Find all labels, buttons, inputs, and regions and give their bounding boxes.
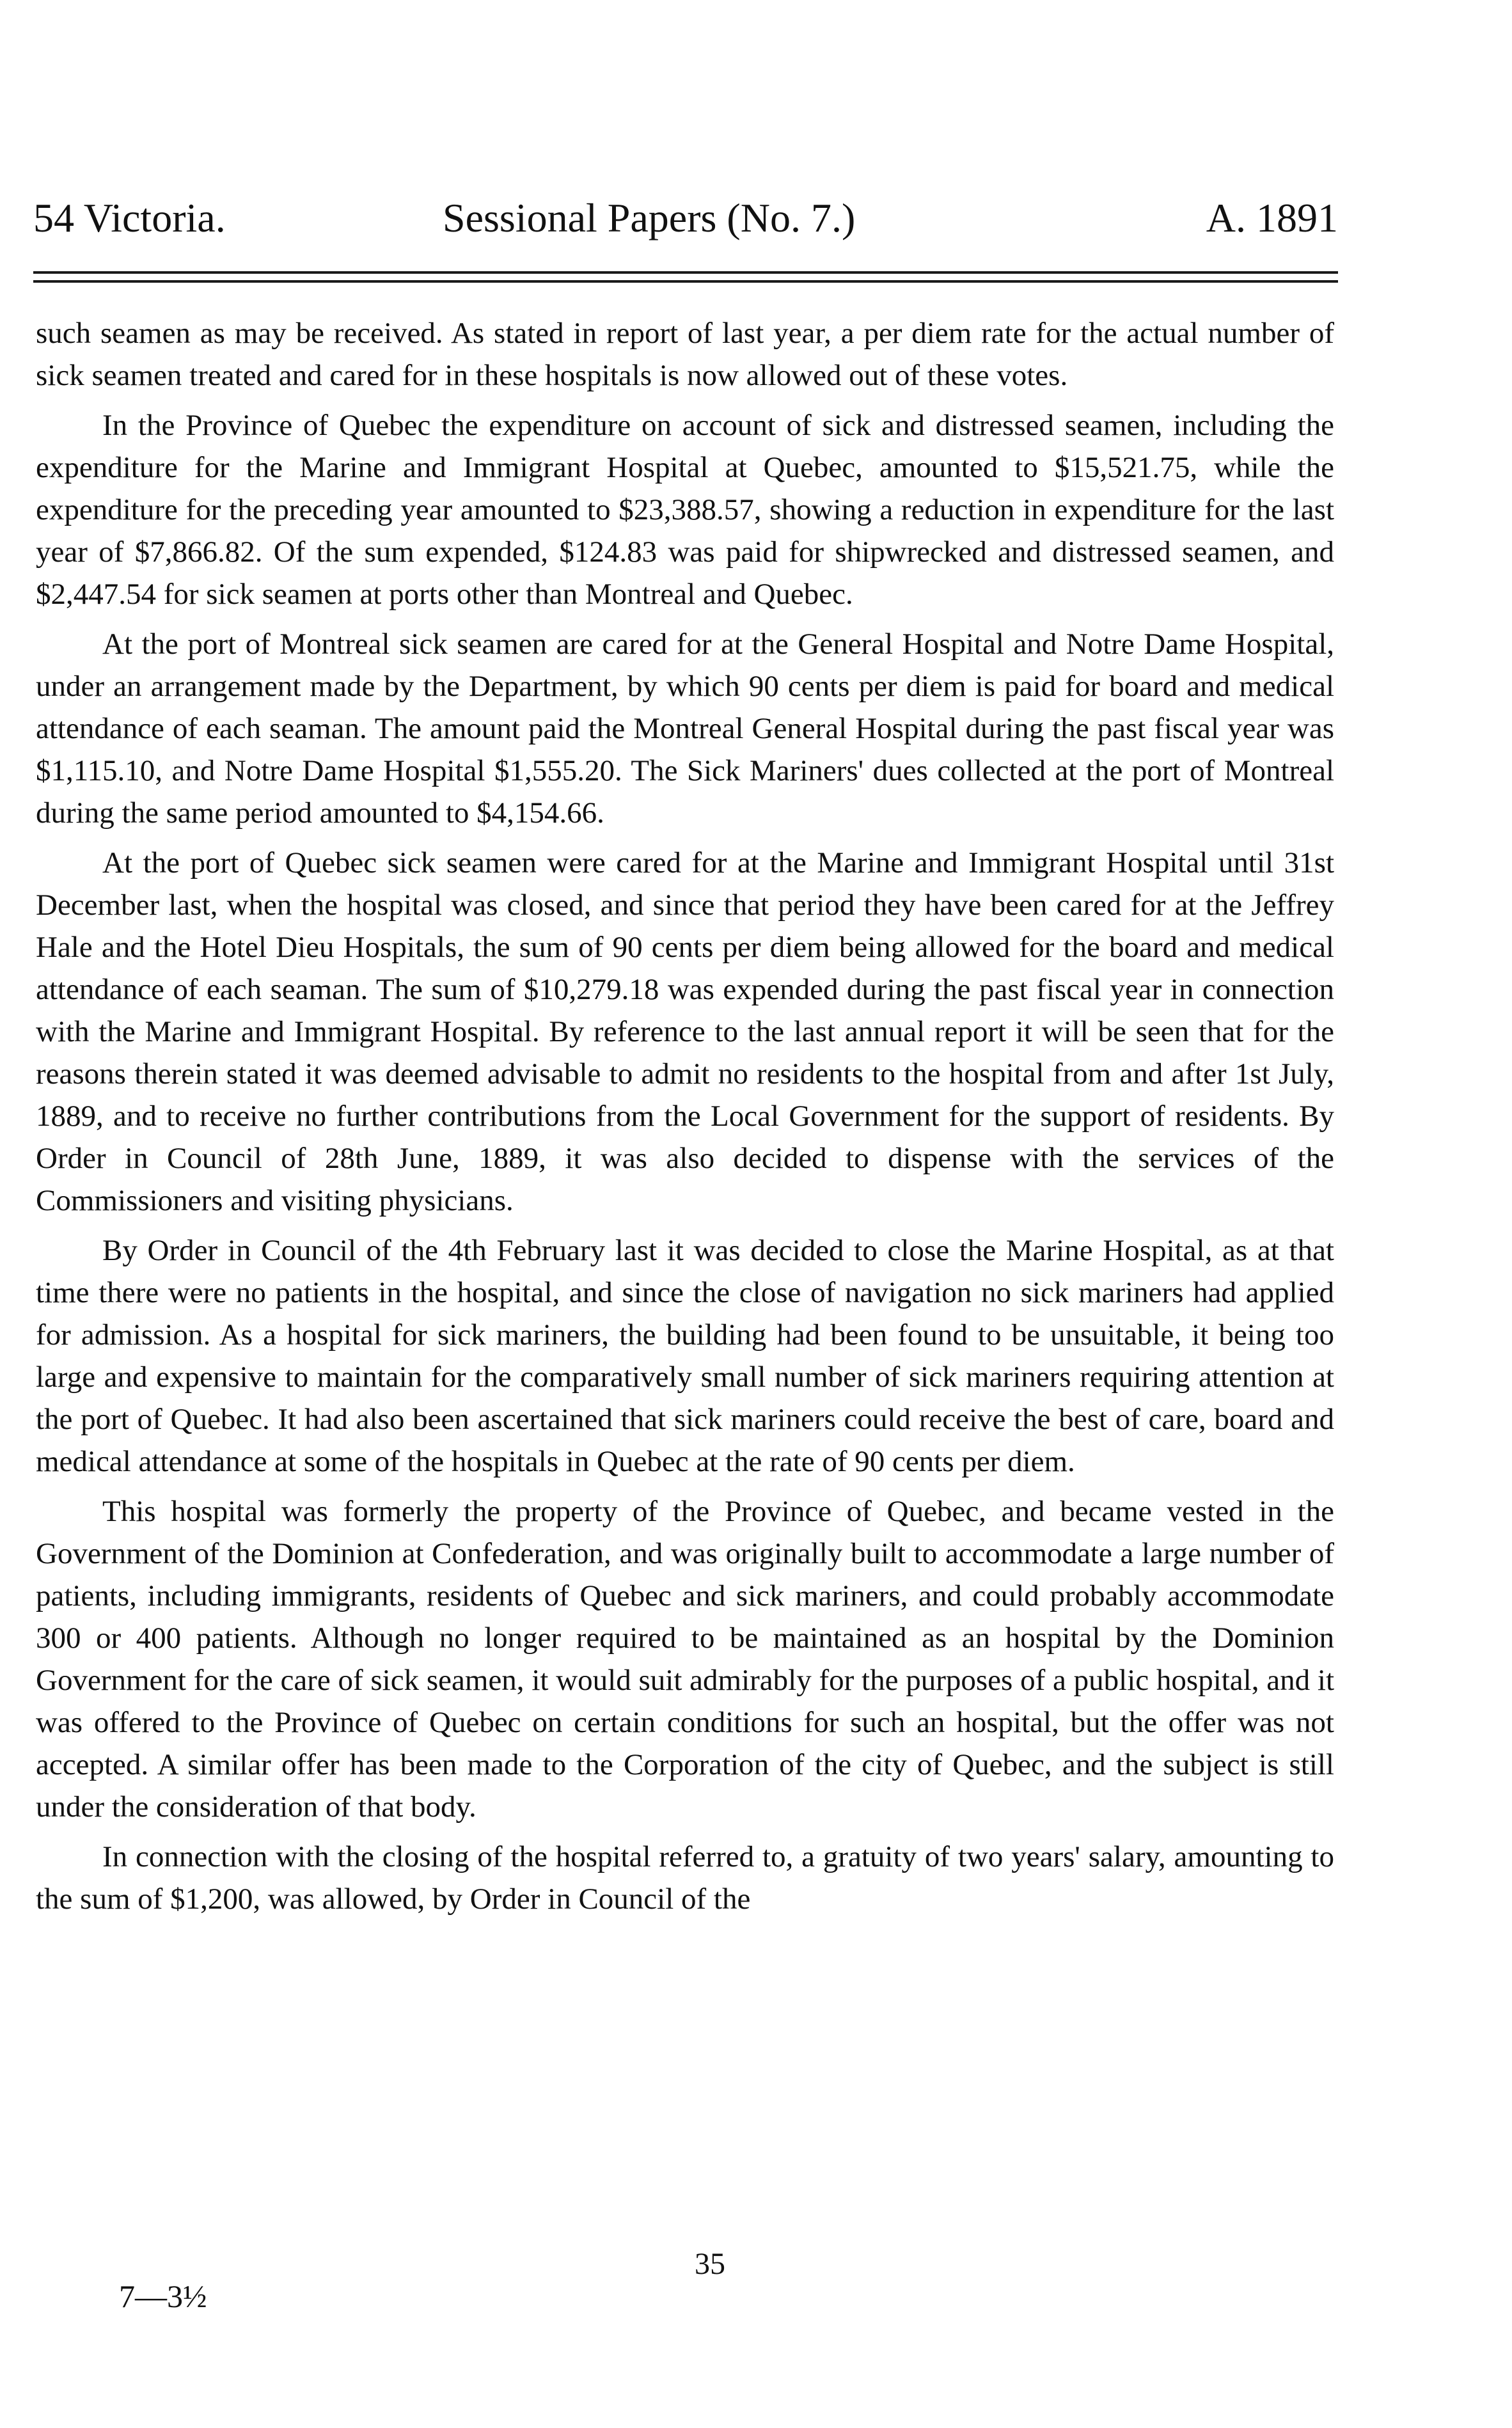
paragraph-hospital-property: This hospital was formerly the property of the Province of Quebec, and became vested in the Government of the Dominion at Confederation, and was originally built to accommodate a large number of patients, including immigrants, residents of Quebec and sick mariners, and could probably accommodate 300 or 400 patients. Although no longer required to be maintained as an hospital by the Dominion Government for the care of sick seamen, it would suit admirably for the purposes of a public hospital, and it was offered to the Province of Quebec on certain conditions for such an hospital, but the offer was not accepted. A similar offer has been made to the Corporation of the city of Quebec, and the subject is still under the consideration of that body. <box>36 1495 1334 1824</box>
header-rule-top <box>33 271 1338 274</box>
header-title: Sessional Papers (No. 7.) <box>443 195 856 240</box>
header-year: A. 1891 <box>1206 195 1338 240</box>
paragraph-order-in-council: By Order in Council of the 4th February last it was decided to close the Marine Hospital, as at that time there were no patients in the hospital, and since the close of navigation no sick mariners had applied for admission. As a hospital for sick mariners, the building had been found to be unsuitable, it being too large and expensive to maintain for the comparatively small number of sick mariners requiring attention at the port of Quebec. It had also been ascertained that sick mariners could receive the best of care, board and medical attendance at some of the hospitals in Quebec at the rate of 90 cents per diem. <box>36 1234 1334 1478</box>
page-number: 35 <box>695 2247 725 2281</box>
signature-mark: 7—3½ <box>119 2278 207 2314</box>
header-volume: 54 Victoria. <box>33 195 226 240</box>
paragraph-continuation: such seamen as may be received. As stated in report of last year, a per diem rate for the actual number of sick seamen treated and cared for in these hospitals is now allowed out of these votes. <box>36 317 1334 392</box>
paragraph-gratuity: In connection with the closing of the hospital referred to, a gratuity of two years' salary, amounting to the sum of $1,200, was allowed, by Order in Council of the <box>36 1840 1334 1916</box>
header-rule-bottom <box>33 280 1338 283</box>
paragraph-quebec-expenditure: In the Province of Quebec the expenditure on account of sick and distressed seamen, including the expenditure for the Marine and Immigrant Hospital at Quebec, amounted to $15,521.75, while the expenditure for the preceding year amounted to $23,388.57, showing a reduction in expenditure for the last year of $7,866.82. Of the sum expended, $124.83 was paid for shipwrecked and distressed seamen, and $2,447.54 for sick seamen at ports other than Montreal and Quebec. <box>36 409 1334 611</box>
paragraph-quebec-port: At the port of Quebec sick seamen were cared for at the Marine and Immigrant Hospital until 31st December last, when the hospital was closed, and since that period they have been cared for at the Jeffrey Hale and the Hotel Dieu Hospitals, the sum of 90 cents per diem being allowed for the board and medical attendance of each seaman. The sum of $10,279.18 was expended during the past fiscal year in connection with the Marine and Immigrant Hospital. By reference to the last annual report it will be seen that for the reasons therein stated it was deemed advisable to admit no residents to the hospital from and after 1st July, 1889, and to receive no further contributions from the Local Government for the support of residents. By Order in Council of 28th June, 1889, it was also decided to dispense with the services of the Commissioners and visiting physicians. <box>36 846 1334 1217</box>
body-text <box>36 312 1334 1928</box>
running-header <box>33 189 1338 247</box>
paragraph-montreal: At the port of Montreal sick seamen are cared for at the General Hospital and Notre Dame Hospital, under an arrangement made by the Department, by which 90 cents per diem is paid for board and medical attendance of each seaman. The amount paid the Montreal General Hospital during the past fiscal year was $1,115.10, and Notre Dame Hospital $1,555.20. The Sick Mariners' dues collected at the port of Montreal during the same period amounted to $4,154.66. <box>36 627 1334 830</box>
